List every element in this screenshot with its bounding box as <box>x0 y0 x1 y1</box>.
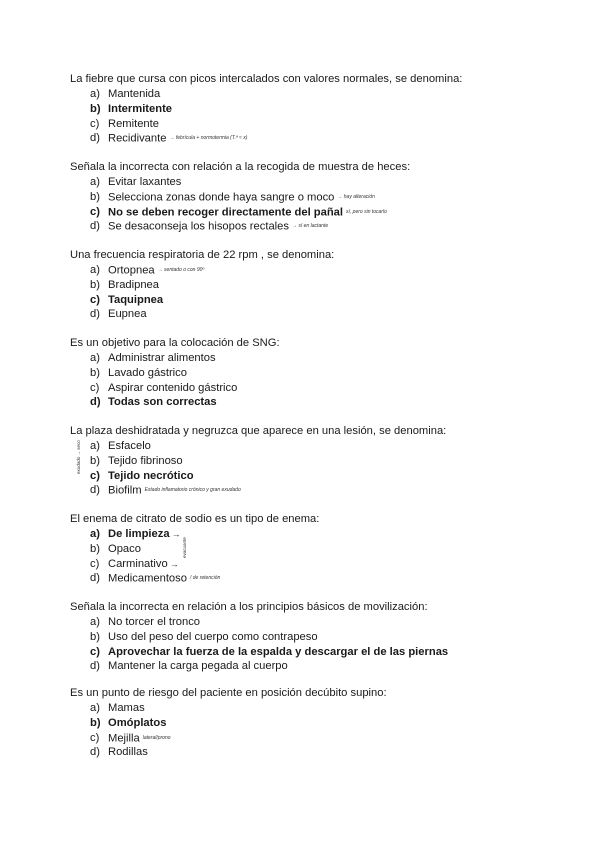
option-text <box>108 745 148 760</box>
question-8 <box>70 686 570 760</box>
option-label: Medicamentoso <box>108 572 187 585</box>
option-text <box>108 278 159 293</box>
option-text <box>108 175 181 190</box>
option-letter: b) <box>90 542 100 555</box>
option-label: Selecciona zonas donde haya sangre o moco <box>108 191 335 204</box>
option-text <box>108 483 241 498</box>
option-label: Aprovechar la fuerza de la espalda y descargar el de las piernas <box>108 645 449 658</box>
option-letter: d) <box>90 220 100 233</box>
question-3 <box>70 248 570 322</box>
option-letter: d) <box>90 308 100 321</box>
question-6 <box>70 512 570 586</box>
option-label: Taquipnea <box>108 293 164 306</box>
handwritten-note: → <box>169 558 179 569</box>
handwritten-note: → hay alteración <box>337 193 375 200</box>
correct-answer-text <box>108 716 166 731</box>
option-text <box>108 701 145 716</box>
question-1 <box>70 72 570 146</box>
option-a <box>70 263 570 278</box>
option-b <box>70 716 570 731</box>
option-b <box>70 542 570 557</box>
option-label: Mantener la carga pegada al cuerpo <box>108 660 288 673</box>
question-5 <box>70 424 570 498</box>
option-letter: b) <box>90 190 100 203</box>
option-text <box>108 366 187 381</box>
option-c <box>70 205 570 220</box>
option-text <box>108 117 159 132</box>
option-text <box>108 557 179 572</box>
option-a <box>70 175 570 190</box>
option-label: Evitar laxantes <box>108 176 182 188</box>
option-b <box>70 102 570 117</box>
option-c <box>70 293 570 308</box>
option-d <box>70 745 570 760</box>
option-label: Eupnea <box>108 308 147 321</box>
handwritten-note: Estado inflamatorio crónico y gran exudado <box>144 487 241 494</box>
option-c <box>70 731 570 746</box>
option-letter: d) <box>90 746 100 759</box>
option-letter: a) <box>90 88 100 100</box>
option-label: Intermitente <box>108 102 173 115</box>
option-label: Mantenida <box>108 88 161 100</box>
option-a <box>70 615 570 630</box>
option-letter: a) <box>90 702 100 714</box>
option-letter: b) <box>90 278 100 291</box>
question-stem: Señala la incorrecta en relación a los principios básicos de movilización: <box>70 601 428 613</box>
option-label: Mamas <box>108 702 145 714</box>
option-text <box>108 87 160 102</box>
handwritten-note: → febrícula + normotermia (T.ª ≈ x) <box>169 135 248 142</box>
option-label: Mejilla <box>108 731 140 744</box>
option-d <box>70 483 570 498</box>
option-letter: b) <box>90 102 101 115</box>
option-label: Uso del peso del cuerpo como contrapeso <box>108 630 318 643</box>
option-a <box>70 527 570 542</box>
option-text <box>108 381 237 396</box>
vertical-handwritten-note: exudado → seco <box>76 440 81 474</box>
correct-answer-text <box>108 469 194 484</box>
option-a <box>70 351 570 366</box>
handwritten-note: → sentado o con 90º <box>157 267 205 273</box>
option-text <box>108 571 220 586</box>
handwritten-note: → sí en lactante <box>291 223 329 230</box>
option-c <box>70 117 570 132</box>
correct-answer-text <box>108 293 163 308</box>
option-a <box>70 439 570 454</box>
option-label: No torcer el tronco <box>108 616 201 628</box>
option-letter: d) <box>90 132 100 145</box>
option-a <box>70 701 570 716</box>
option-label: Remitente <box>108 117 159 130</box>
option-text <box>108 439 151 454</box>
option-b <box>70 366 570 381</box>
option-text <box>108 659 288 674</box>
option-label: No se deben recoger directamente del pañal <box>108 205 344 218</box>
option-c <box>70 645 570 660</box>
option-b <box>70 630 570 645</box>
option-text <box>108 219 328 234</box>
option-letter: c) <box>90 557 100 570</box>
option-text <box>108 615 200 630</box>
question-stem: Señala la incorrecta con relación a la recogida de muestra de heces: <box>70 161 411 173</box>
option-letter: c) <box>90 731 100 744</box>
option-text <box>108 731 171 746</box>
option-letter: a) <box>90 264 100 276</box>
correct-answer-text <box>108 527 181 542</box>
option-letter: a) <box>90 616 100 628</box>
option-label: Biofilm <box>108 484 142 497</box>
option-text <box>108 263 204 278</box>
option-letter: a) <box>90 352 100 364</box>
option-label: Esfacelo <box>108 440 151 452</box>
correct-answer-text <box>108 395 217 410</box>
option-d <box>70 571 570 586</box>
option-b <box>70 190 570 205</box>
option-label: Tejido fibrinoso <box>108 454 183 467</box>
question-stem: La plaza deshidratada y negruzca que aparece en una lesión, se denomina: <box>70 425 447 437</box>
option-d <box>70 131 570 146</box>
option-label: Tejido necrótico <box>108 469 194 482</box>
option-label: Rodillas <box>108 746 148 759</box>
question-7 <box>70 600 570 674</box>
option-letter: c) <box>90 381 100 394</box>
option-letter: c) <box>90 117 100 130</box>
option-letter: c) <box>90 469 100 482</box>
option-letter: b) <box>90 630 100 643</box>
option-c <box>70 381 570 396</box>
option-b <box>70 278 570 293</box>
correct-answer-text <box>108 645 448 660</box>
option-letter: d) <box>90 396 101 409</box>
question-stem: El enema de citrato de sodio es un tipo de enema: <box>70 513 320 525</box>
option-a <box>70 87 570 102</box>
question-stem: Es un punto de riesgo del paciente en posición decúbito supino: <box>70 687 387 699</box>
correct-answer-text <box>108 205 387 220</box>
option-letter: a) <box>90 528 100 540</box>
option-letter: a) <box>90 176 100 188</box>
question-stem: Una frecuencia respiratoria de 22 rpm , se denomina: <box>70 249 335 261</box>
option-label: Carminativo <box>108 557 168 570</box>
question-stem: Es un objetivo para la colocación de SNG: <box>70 337 280 349</box>
option-b <box>70 454 570 469</box>
option-d <box>70 307 570 322</box>
option-c <box>70 557 570 572</box>
option-text <box>108 131 247 146</box>
correct-answer-text <box>108 102 172 117</box>
option-text <box>108 542 141 557</box>
option-text <box>108 307 147 322</box>
option-letter: b) <box>90 366 100 379</box>
option-text <box>108 351 216 366</box>
option-label: Administrar alimentos <box>108 352 216 364</box>
option-letter: d) <box>90 660 100 673</box>
handwritten-note: lateral/prono <box>142 734 171 741</box>
option-label: Recidivante <box>108 132 167 145</box>
option-label: Lavado gástrico <box>108 366 187 379</box>
option-label: Todas son correctas <box>108 396 217 409</box>
option-letter: c) <box>90 293 100 306</box>
question-4 <box>70 336 570 410</box>
option-letter: c) <box>90 645 100 658</box>
option-letter: d) <box>90 572 100 585</box>
option-c <box>70 469 570 484</box>
question-stem: La fiebre que cursa con picos intercalados con valores normales, se denomina: <box>70 73 463 85</box>
option-letter: d) <box>90 484 100 497</box>
option-label: De limpieza <box>108 528 170 540</box>
handwritten-note: sí, pero sin tocarlo <box>346 208 387 215</box>
option-letter: c) <box>90 205 100 218</box>
option-label: Omóplatos <box>108 716 167 729</box>
option-label: Bradipnea <box>108 278 160 291</box>
option-letter: a) <box>90 440 100 452</box>
option-label: Aspirar contenido gástrico <box>108 381 238 394</box>
option-label: Se desaconseja los hisopos rectales <box>108 220 289 233</box>
option-d <box>70 395 570 410</box>
question-2 <box>70 160 570 234</box>
option-letter: b) <box>90 716 101 729</box>
option-text <box>108 630 318 645</box>
option-letter: b) <box>90 454 100 467</box>
option-label: Ortopnea <box>108 264 155 277</box>
handwritten-note: → <box>171 529 181 539</box>
option-text <box>108 454 183 469</box>
vertical-handwritten-note: evacuante <box>182 537 187 558</box>
option-d <box>70 659 570 674</box>
option-d <box>70 219 570 234</box>
option-label: Opaco <box>108 542 141 555</box>
option-text <box>108 190 375 205</box>
handwritten-note: / de retención <box>189 575 221 582</box>
